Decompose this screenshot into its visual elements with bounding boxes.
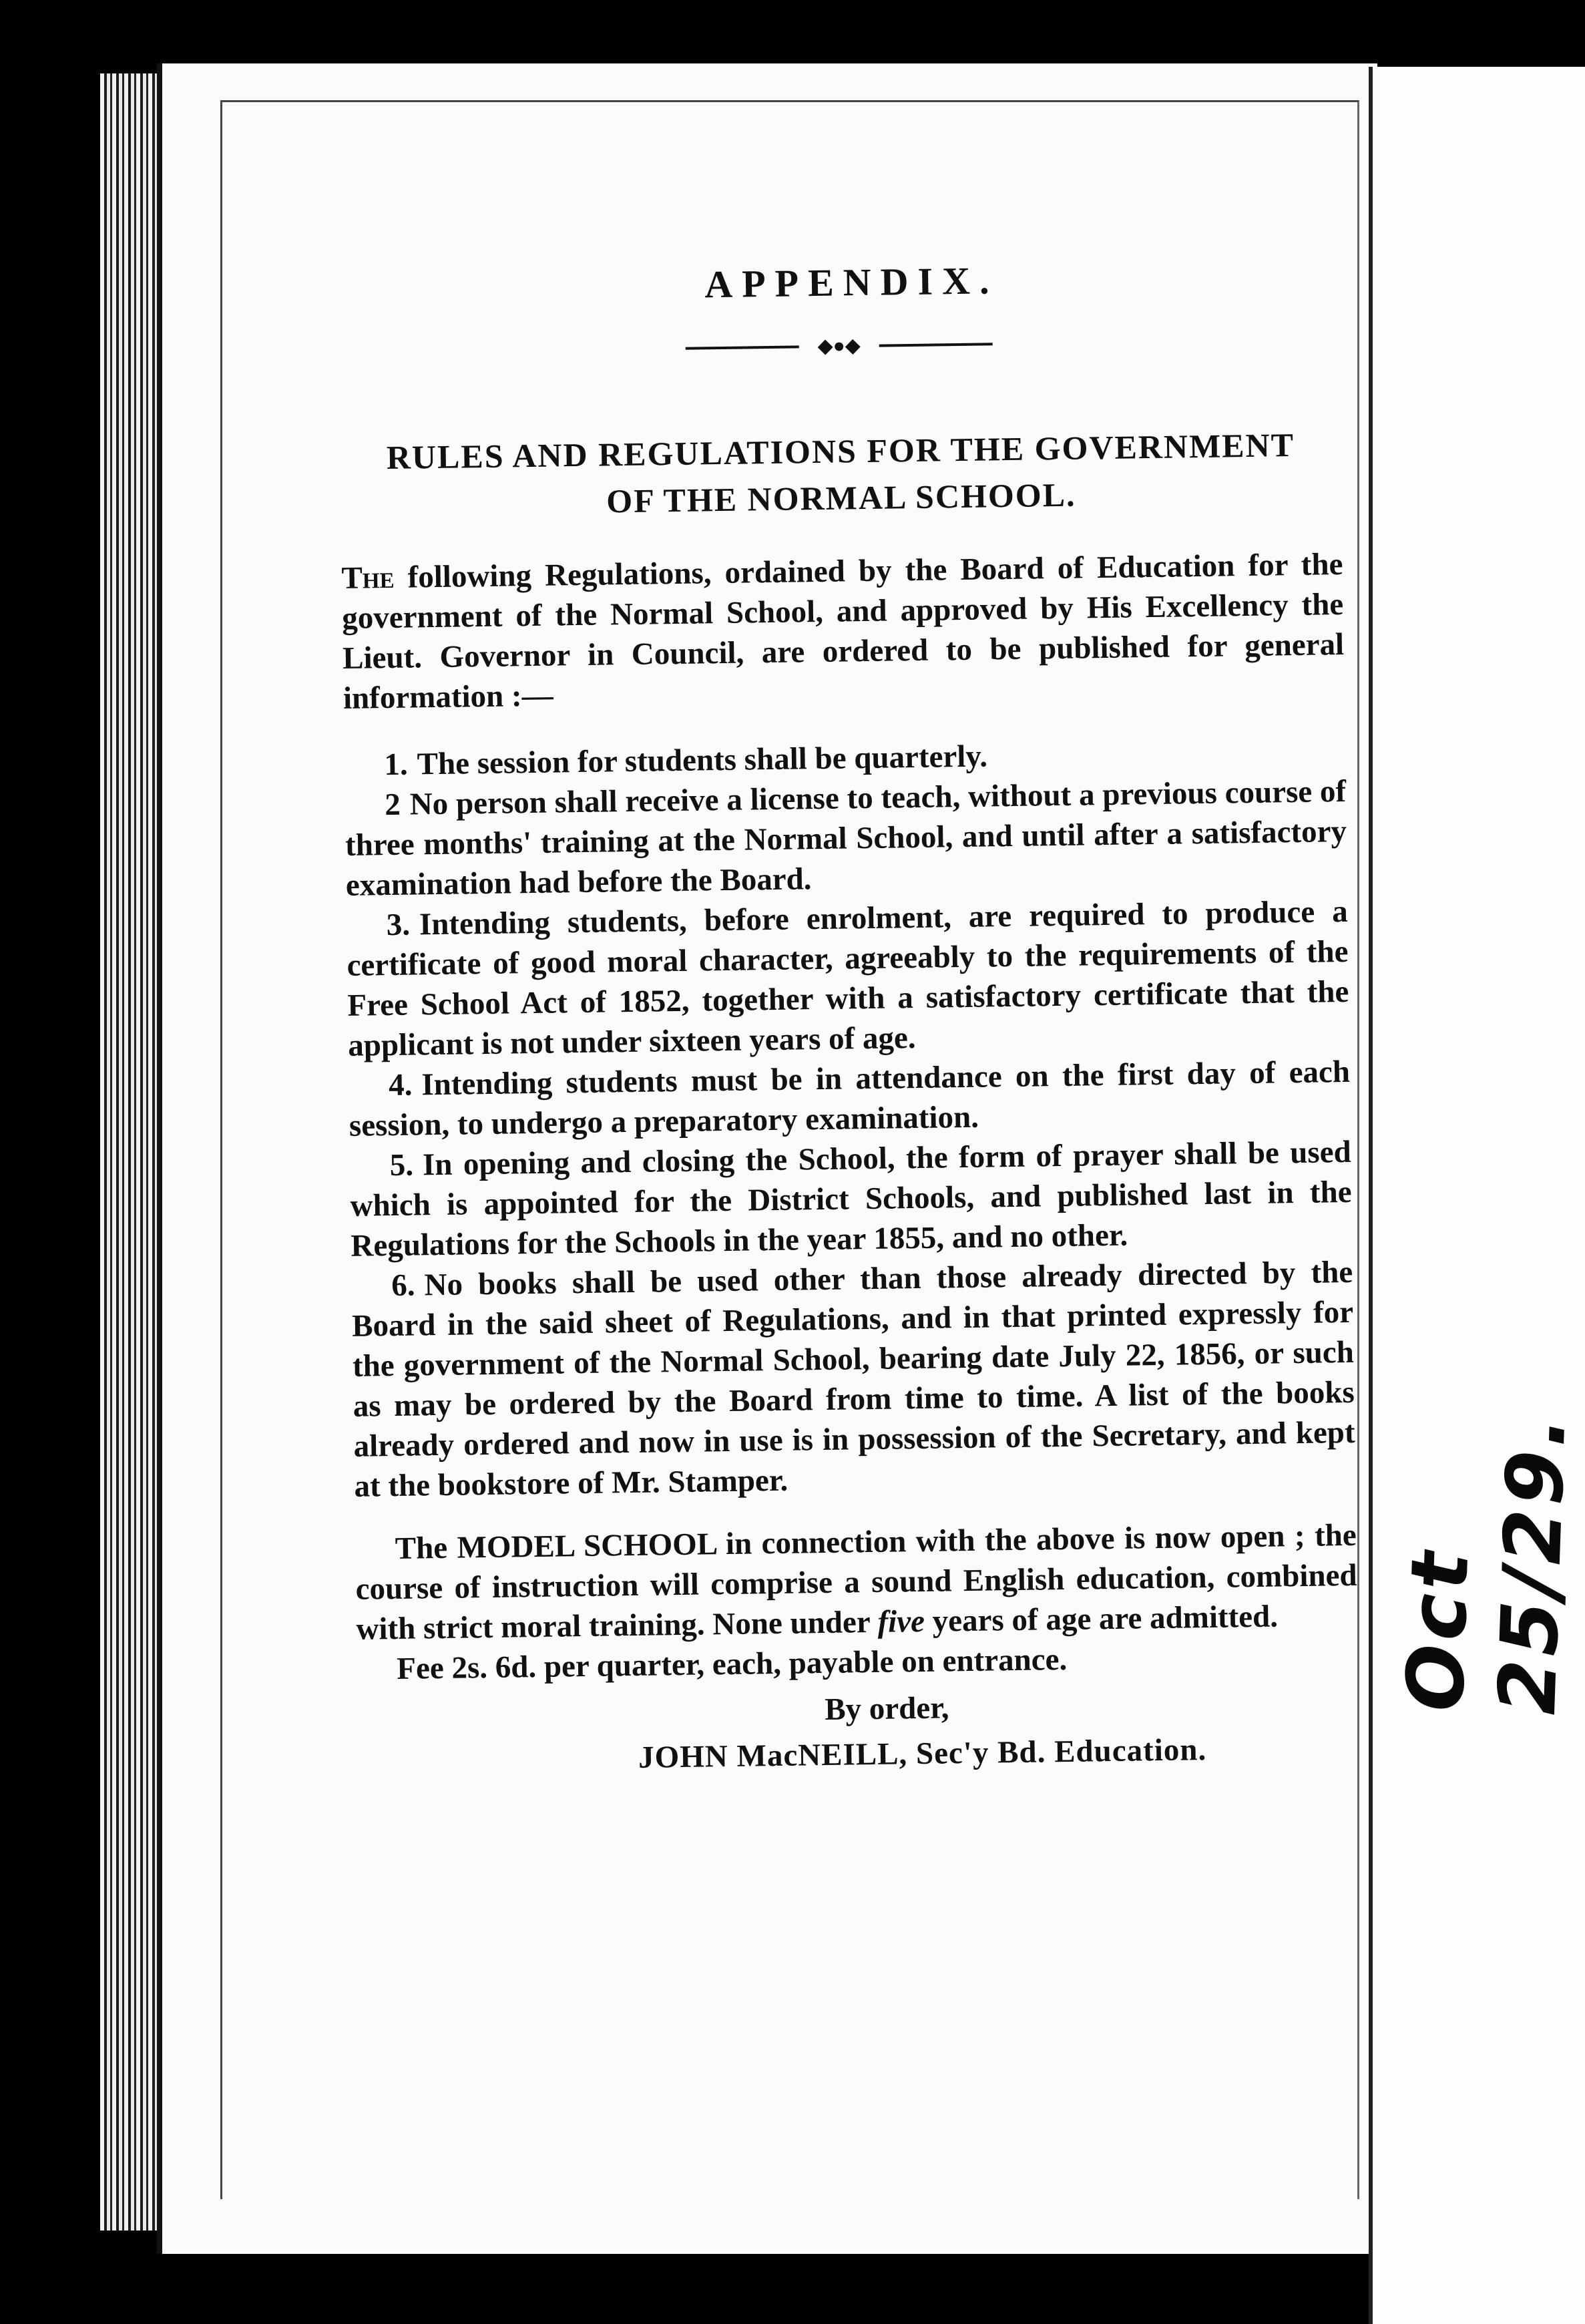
model-school-text-1: The MODEL SCHOOL in connection with the above is now open ; the course of instruction will comprise a sound English education, combined with strict moral training. None under: [355, 1517, 1357, 1647]
appendix-title: APPENDIX.: [704, 258, 999, 307]
rules-heading-line2: OF THE NORMAL SCHOOL.: [606, 475, 1076, 520]
handwritten-date-note: Oct 25/29.: [1389, 1410, 1584, 1716]
ornament-line-right: [879, 343, 993, 347]
fee-line: Fee 2s. 6d. per quarter, each, payable on entrance.: [396, 1641, 1068, 1686]
rule-number: 3.: [386, 907, 411, 943]
margin-strip: [1369, 67, 1585, 2324]
model-school-italic: five: [877, 1603, 925, 1639]
rule-item: [345, 771, 1347, 906]
ornament-line-left: [686, 345, 799, 349]
rule-number: 6.: [391, 1268, 415, 1304]
intro-text: following Regulations, ordained by the Board of Education for the government of the Normal School, and approved by His Excellency the Lieut. Governor in Council, are ordered to be published for general information :—: [341, 547, 1345, 716]
rule-number: 1.: [384, 747, 409, 783]
rule-number: 5.: [389, 1147, 414, 1183]
page-content: [337, 253, 1360, 1782]
rule-number: 4.: [388, 1067, 413, 1103]
rule-text: In opening and closing the School, the form of prayer shall be used which is appointed for the District Schools, and published last in the Regulations for the Schools in the year 1855, and no other.: [350, 1134, 1352, 1264]
rule-text: No person shall receive a license to teach, without a previous course of three months' training at the Normal School, and until after a satisfactory examination had before the Board.: [345, 773, 1347, 903]
intro-paragraph: [341, 544, 1345, 719]
signature-line: JOHN MacNEILL, Sec'y Bd. Education.: [638, 1732, 1207, 1775]
intro-lead-word: The: [341, 560, 395, 596]
model-school-paragraph: [355, 1515, 1357, 1650]
rules-list: [344, 731, 1356, 1507]
rule-item: [351, 1252, 1356, 1507]
rule-item: [349, 1052, 1351, 1146]
rule-number: 2: [384, 787, 401, 823]
ornament-glyph: ◆●◆: [817, 335, 861, 357]
model-school-text-2: years of age are admitted.: [932, 1599, 1279, 1639]
rules-heading: [340, 421, 1343, 528]
rule-text: Intending students, before enrolment, are required to produce a certificate of good moral character, agreeably to the requirements of the Free School Act of 1852, together with a satisfactory certificate that the applicant is not under sixteen years of age.: [347, 894, 1349, 1063]
rule-text: Intending students must be in attendance on the first day of each session, to undergo a preparatory examination.: [349, 1054, 1351, 1143]
rule-item: [349, 1132, 1352, 1266]
rule-item: [346, 892, 1349, 1066]
ornament-divider: [686, 336, 993, 356]
rules-heading-line1: RULES AND REGULATIONS FOR THE GOVERNMENT: [386, 426, 1295, 476]
by-order-line: By order,: [824, 1690, 949, 1728]
rule-text: The session for students shall be quarterly.: [417, 739, 988, 782]
rule-text: No books shall be used other than those already directed by the Board in the said sheet of Regulations, and in that printed expressly for the government of the Normal School, bearing date July 22, 1856, or such as may be ordered by the Board from time to time. A list of the books already ordered and now in use is in possession of the Secretary, and kept at the bookstore of Mr. Stamper.: [351, 1254, 1355, 1504]
